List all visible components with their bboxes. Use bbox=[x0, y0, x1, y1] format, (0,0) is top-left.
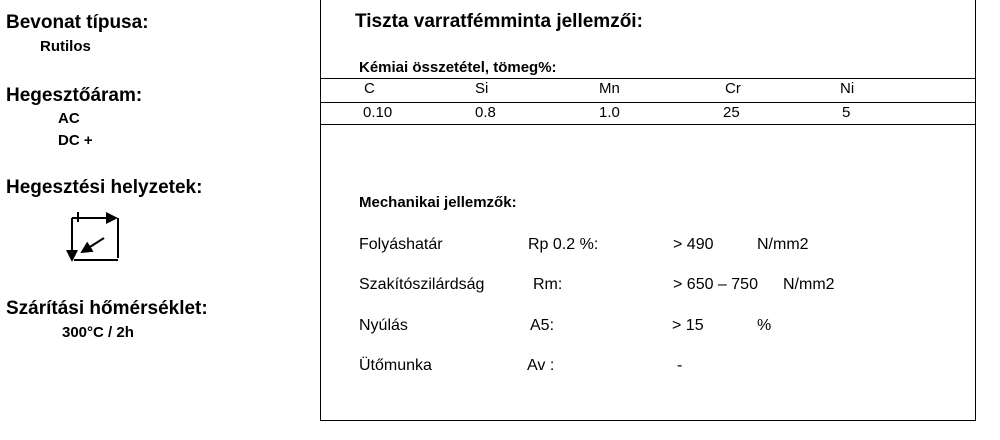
property-symbol: A5: bbox=[530, 317, 555, 334]
page-title: Tiszta varratfémminta jellemzői: bbox=[355, 11, 643, 32]
chem-value-si: 0.8 bbox=[475, 104, 496, 121]
table-divider bbox=[321, 78, 975, 79]
welding-current-ac: AC bbox=[58, 110, 80, 127]
property-value: > 15 bbox=[672, 317, 704, 334]
drying-temperature-heading: Szárítási hőmérséklet: bbox=[6, 298, 208, 319]
chem-header-si: Si bbox=[475, 80, 489, 97]
property-value: > 650 – 750 bbox=[673, 276, 758, 293]
coating-type-heading: Bevonat típusa: bbox=[6, 12, 149, 33]
property-symbol: Rm: bbox=[533, 276, 563, 293]
chem-value-c: 0.10 bbox=[363, 104, 393, 121]
chem-header-ni: Ni bbox=[840, 80, 855, 97]
chem-value-ni: 5 bbox=[842, 104, 851, 121]
coating-type-value: Rutilos bbox=[40, 38, 91, 55]
property-name: Szakítószilárdság bbox=[359, 276, 485, 293]
welding-current-dc: DC + bbox=[58, 132, 93, 149]
chem-value-mn: 1.0 bbox=[599, 104, 620, 121]
property-unit: % bbox=[757, 317, 772, 334]
table-divider bbox=[321, 102, 975, 103]
property-symbol: Rp 0.2 %: bbox=[528, 236, 599, 253]
property-value: - bbox=[677, 357, 683, 374]
property-symbol: Av : bbox=[527, 357, 555, 374]
drying-temperature-value: 300°C / 2h bbox=[62, 324, 134, 341]
property-name: Folyáshatár bbox=[359, 236, 443, 253]
properties-box bbox=[320, 0, 976, 421]
property-name: Nyúlás bbox=[359, 317, 408, 334]
property-unit: N/mm2 bbox=[757, 236, 809, 253]
table-divider bbox=[321, 124, 975, 125]
chem-header-cr: Cr bbox=[725, 80, 741, 97]
chem-value-cr: 25 bbox=[723, 104, 740, 121]
chem-header-c: C bbox=[364, 80, 375, 97]
property-name: Ütőmunka bbox=[359, 357, 432, 374]
welding-positions-icon bbox=[66, 208, 126, 266]
welding-positions-heading: Hegesztési helyzetek: bbox=[6, 177, 203, 198]
property-value: > 490 bbox=[673, 236, 714, 253]
property-unit: N/mm2 bbox=[783, 276, 835, 293]
chem-header-mn: Mn bbox=[599, 80, 620, 97]
welding-current-heading: Hegesztőáram: bbox=[6, 85, 143, 106]
mechanical-properties-title: Mechanikai jellemzők: bbox=[359, 194, 517, 211]
chemical-composition-title: Kémiai összetétel, tömeg%: bbox=[359, 59, 557, 76]
